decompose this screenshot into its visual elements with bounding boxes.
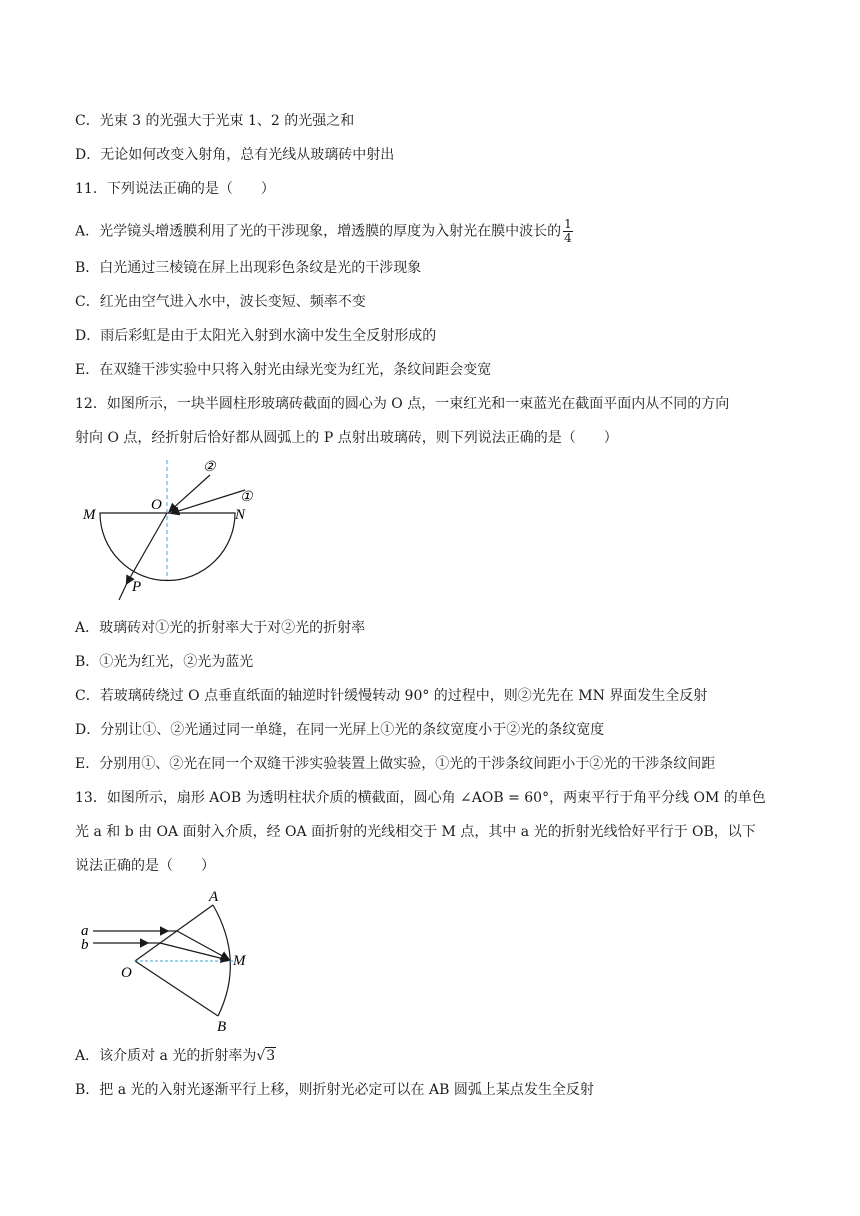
q11-option-a: [75, 218, 573, 245]
q12-semicircle-diagram: [75, 455, 275, 605]
label-A: A: [209, 889, 219, 905]
radius-OA: [135, 905, 213, 961]
fraction-numerator: 1: [564, 217, 572, 231]
sqrt-radicand: 3: [266, 1048, 276, 1064]
ray-a-refracted: [177, 931, 228, 959]
q13-option-a-text: A．该介质对 a 光的折射率为: [75, 1048, 257, 1064]
sqrt-symbol: √3: [256, 1048, 276, 1064]
fraction-denominator: 4: [564, 231, 572, 245]
q13-stem-line2: 光 a 和 b 由 OA 面射入介质，经 OA 面折射的光线相交于 M 点，其中 a 光的折射光线恰好平行于 OB，以下: [75, 824, 756, 840]
q11-option-e: E．在双缝干涉实验中只将入射光由绿光变为红光，条纹间距会变宽: [75, 362, 492, 378]
q12-stem-line1: 12．如图所示，一块半圆柱形玻璃砖截面的圆心为 O 点，一束红光和一束蓝光在截面平面内从不同的方向: [75, 396, 730, 412]
q13-stem-line1: 13．如图所示，扇形 AOB 为透明柱状介质的横截面，圆心角 ∠AOB = 60°，两束平行于角平分线 OM 的单色: [75, 790, 766, 806]
label-M: M: [233, 953, 246, 969]
q13-stem-line3: 说法正确的是（ ）: [75, 858, 215, 874]
q13-option-b: B．把 a 光的入射光逐渐平行上移，则折射光必定可以在 AB 圆弧上某点发生全反射: [75, 1082, 594, 1098]
q11-option-b: B．白光通过三棱镜在屏上出现彩色条纹是光的干涉现象: [75, 260, 422, 276]
q10-option-d: D．无论如何改变入射角，总有光线从玻璃砖中射出: [75, 147, 395, 163]
q11-option-c: C．红光由空气进入水中，波长变短、频率不变: [75, 294, 366, 310]
exit-ray: [119, 583, 127, 600]
refracted-ray: [127, 513, 167, 583]
label-N: N: [235, 507, 246, 523]
label-a: a: [81, 923, 89, 939]
ray-b-refracted: [160, 943, 228, 960]
label-O: O: [121, 965, 132, 981]
q13-option-a: [75, 1046, 276, 1066]
q12-option-d: D．分别让①、②光通过同一单缝，在同一光屏上①光的条纹宽度小于②光的条纹宽度: [75, 722, 605, 738]
q12-stem-line2: 射向 O 点，经折射后恰好都从圆弧上的 P 点射出玻璃砖，则下列说法正确的是（ ）: [75, 430, 618, 446]
label-P: P: [132, 579, 142, 595]
q11-stem: 11．下列说法正确的是（ ）: [75, 181, 275, 197]
label-ray-1: ①: [240, 490, 253, 505]
ray-2: [170, 475, 210, 511]
label-b: b: [81, 937, 89, 953]
q10-option-c: C．光束 3 的光强大于光束 1、2 的光强之和: [75, 113, 355, 129]
q11-option-d: D．雨后彩虹是由于太阳光入射到水滴中发生全反射形成的: [75, 328, 437, 344]
fraction-quarter: [563, 218, 573, 245]
label-B: B: [217, 1019, 227, 1035]
q11-option-a-text: A．光学镜头增透膜利用了光的干涉现象，增透膜的厚度为入射光在膜中波长的: [75, 223, 562, 240]
radius-OB: [135, 961, 218, 1016]
q12-option-c: C．若玻璃砖绕过 O 点垂直纸面的轴逆时针缓慢转动 90° 的过程中，则②光先在 MN 界面发生全反射: [75, 688, 708, 704]
label-M: M: [83, 507, 96, 523]
label-O: O: [151, 497, 162, 513]
q12-option-b: B．①光为红光，②光为蓝光: [75, 654, 254, 670]
q12-option-e: E．分别用①、②光在同一个双缝干涉实验装置上做实验，①光的干涉条纹间距小于②光的干涉条纹间距: [75, 756, 716, 772]
q12-option-a: A．玻璃砖对①光的折射率大于对②光的折射率: [75, 620, 366, 636]
label-ray-2: ②: [203, 460, 216, 475]
q13-sector-diagram: [75, 885, 275, 1035]
